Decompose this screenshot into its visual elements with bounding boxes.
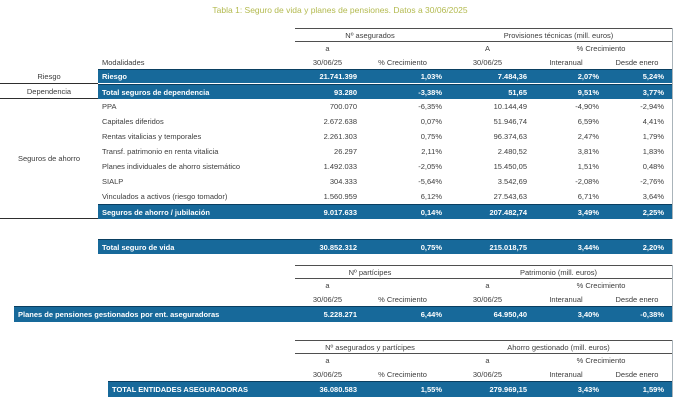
row-label: Planes individuales de ahorro sistemático — [102, 162, 240, 171]
table-row — [0, 159, 673, 174]
cell-value: -3,38% — [418, 87, 442, 97]
cell-value: 9,51% — [577, 87, 599, 97]
cell-value: 1,55% — [420, 385, 442, 394]
cell-value: 6,12% — [420, 192, 442, 201]
header-spacer — [360, 279, 445, 292]
highlight-bar — [98, 239, 672, 254]
header-spacer — [0, 42, 295, 55]
header-spacer — [0, 28, 295, 42]
cell-value: -2,08% — [575, 177, 599, 186]
header-spacer — [0, 354, 295, 367]
category-riesgo: Riesgo — [0, 69, 98, 84]
subheader-pct-crecimiento: % Crecimiento — [576, 281, 626, 290]
category-spacer — [0, 189, 98, 204]
cell-value: 1,83% — [642, 147, 664, 156]
cell-value: 1,03% — [420, 72, 442, 81]
table-row — [0, 129, 673, 144]
header-spacer — [0, 367, 295, 381]
highlight-bar — [108, 381, 672, 397]
cell-value: 2,25% — [642, 207, 664, 217]
entidades-table — [0, 340, 673, 397]
subheader-a1: a — [325, 281, 330, 290]
cell-value: 3.542,69 — [497, 177, 527, 186]
cell-value: -4,90% — [575, 102, 599, 111]
cell-value: 1,51% — [577, 162, 599, 171]
subheader-a2: a — [485, 281, 490, 290]
group-header-patrimonio: Patrimonio (mill. euros) — [445, 265, 672, 279]
row-label: Planes de pensiones gestionados por ent. aseguradoras — [18, 310, 220, 319]
column-header-row — [0, 367, 673, 381]
cell-value: 7.484,36 — [497, 72, 527, 81]
column-header-desde-enero: Desde enero — [615, 369, 659, 379]
cell-value: 96.374,63 — [493, 132, 527, 141]
category-spacer — [0, 306, 14, 322]
cell-value: -2,05% — [418, 162, 442, 171]
highlight-bar — [98, 84, 672, 99]
table-row — [0, 189, 673, 204]
column-header-date2: 30/06/25 — [472, 294, 503, 304]
column-header-interanual: Interanual — [549, 294, 583, 304]
cell-value: 0,48% — [642, 162, 664, 171]
category-seguros-de-ahorro: Seguros de ahorro — [0, 99, 98, 219]
column-header-interanual: Interanual — [549, 57, 583, 67]
header-spacer — [360, 42, 445, 55]
table-row — [0, 114, 673, 129]
cell-value: 2,47% — [577, 132, 599, 141]
cell-value: 30.852.312 — [319, 242, 357, 252]
row-label: Transf. patrimonio en renta vitalicia — [102, 147, 219, 156]
group-header-asegurados: Nº asegurados — [295, 28, 445, 42]
highlight-bar — [98, 69, 672, 84]
subheader-pct-crecimiento: % Crecimiento — [576, 44, 626, 53]
column-header-date1: 30/06/25 — [312, 369, 343, 379]
cell-value: 15.450,05 — [493, 162, 527, 171]
cell-value: -6,35% — [418, 102, 442, 111]
column-header-desde-enero: Desde enero — [615, 294, 659, 304]
cell-value: 1.560.959 — [323, 192, 357, 201]
cell-value: 3,40% — [577, 310, 599, 319]
column-header-date2: 30/06/25 — [472, 57, 503, 67]
group-header-row — [0, 28, 673, 42]
column-header-date1: 30/06/25 — [312, 57, 343, 67]
column-header-pct1: % Crecimiento — [378, 57, 427, 67]
cell-value: 36.080.583 — [319, 385, 357, 394]
group-header-participes: Nº partícipes — [295, 265, 445, 279]
category-spacer — [0, 129, 98, 144]
cell-value: 26.297 — [334, 147, 357, 156]
cell-value: 2,20% — [642, 242, 664, 252]
pensiones-table — [0, 265, 673, 322]
row-label: Total seguro de vida — [102, 242, 175, 252]
cell-value: 1,79% — [642, 132, 664, 141]
cell-value: 3,44% — [577, 242, 599, 252]
row-label: Seguros de ahorro / jubilación — [102, 207, 210, 217]
table-title: Tabla 1: Seguro de vida y planes de pensiones. Datos a 30/06/2025 — [212, 5, 468, 15]
cell-value: 4,41% — [642, 117, 664, 126]
row-label: SIALP — [102, 177, 124, 186]
cell-value: 10.144,49 — [493, 102, 527, 111]
category-spacer — [0, 99, 98, 114]
subheader-pct-crecimiento: % Crecimiento — [576, 356, 626, 365]
subheader-row-a — [0, 354, 673, 367]
column-header-desde-enero: Desde enero — [615, 57, 659, 67]
cell-value: 0,75% — [420, 132, 442, 141]
column-header-date1: 30/06/25 — [312, 294, 343, 304]
subheader-row-a — [0, 279, 673, 292]
cell-value: 3,64% — [642, 192, 664, 201]
cell-value: 93.280 — [334, 87, 357, 97]
column-header-pct1: % Crecimiento — [378, 294, 427, 304]
row-label: Riesgo — [102, 72, 128, 81]
category-spacer — [0, 144, 98, 159]
cell-value: 64.950,40 — [493, 310, 527, 319]
group-header-ahorro-gestionado: Ahorro gestionado (mill. euros) — [445, 340, 672, 354]
column-header-date2: 30/06/25 — [472, 369, 503, 379]
cell-value: 304.333 — [329, 177, 357, 186]
cell-value: 207.482,74 — [489, 207, 527, 217]
table-row-ahorro-subtotal — [0, 204, 673, 219]
subheader-a2: A — [484, 44, 490, 53]
header-spacer — [0, 265, 295, 279]
column-header-row — [0, 292, 673, 306]
table-row-dependencia — [0, 84, 673, 99]
cell-value: 6,44% — [420, 310, 442, 319]
column-header-pct1: % Crecimiento — [378, 369, 427, 379]
cell-value: -2,76% — [640, 177, 664, 186]
category-dependencia: Dependencia — [0, 84, 98, 99]
cell-value: -2,94% — [640, 102, 664, 111]
row-label: Capitales diferidos — [102, 117, 164, 126]
cell-value: 6,59% — [577, 117, 599, 126]
cell-value: 9.017.633 — [323, 207, 357, 217]
table-row — [0, 144, 673, 159]
table-row — [0, 174, 673, 189]
cell-value: 1,59% — [642, 385, 664, 394]
group-header-row — [0, 265, 673, 279]
header-spacer — [0, 340, 295, 354]
header-spacer — [0, 55, 98, 69]
subheader-row-a — [0, 42, 673, 55]
highlight-bar — [14, 306, 672, 322]
table-row-total-entidades — [0, 381, 673, 397]
cell-value: 279.969,15 — [489, 385, 527, 394]
table-row-total-vida — [0, 239, 673, 254]
vida-table — [0, 28, 673, 219]
cell-value: -0,38% — [640, 310, 664, 319]
cell-value: 3,43% — [577, 385, 599, 394]
cell-value: 2.480,52 — [497, 147, 527, 156]
cell-value: 51,65 — [508, 87, 527, 97]
row-label: Total seguros de dependencia — [102, 87, 210, 97]
header-spacer — [0, 292, 295, 306]
subheader-a1: a — [325, 356, 330, 365]
cell-value: 2,11% — [421, 147, 442, 156]
column-header-row — [0, 55, 673, 69]
highlight-bar — [98, 204, 672, 219]
table-row-riesgo — [0, 69, 673, 84]
cell-value: 215.018,75 — [489, 242, 527, 252]
header-spacer — [0, 279, 295, 292]
cell-value: 2.672.638 — [323, 117, 357, 126]
category-spacer — [0, 239, 98, 254]
column-header-interanual: Interanual — [549, 369, 583, 379]
category-spacer — [0, 159, 98, 174]
category-spacer — [0, 174, 98, 189]
row-label: Rentas vitalicias y temporales — [102, 132, 202, 141]
group-header-asegurados-participes: Nº asegurados y partícipes — [295, 340, 445, 354]
category-spacer — [0, 381, 108, 397]
row-label: Vinculados a activos (riesgo tomador) — [102, 192, 228, 201]
row-label: TOTAL ENTIDADES ASEGURADORAS — [112, 385, 248, 394]
cell-value: 21.741.399 — [319, 72, 357, 81]
table-row-planes-pensiones — [0, 306, 673, 322]
subheader-a1: a — [325, 44, 330, 53]
table-row — [0, 99, 673, 114]
cell-value: 27.543,63 — [493, 192, 527, 201]
subheader-a2: a — [485, 356, 490, 365]
group-header-row — [0, 340, 673, 354]
cell-value: 0,07% — [420, 117, 442, 126]
cell-value: 5.228.271 — [323, 310, 357, 319]
cell-value: 700.070 — [329, 102, 357, 111]
cell-value: 2,07% — [577, 72, 599, 81]
cell-value: 0,75% — [420, 242, 442, 252]
cell-value: 3,81% — [577, 147, 599, 156]
total-vida-row — [0, 239, 673, 254]
cell-value: 51.946,74 — [493, 117, 527, 126]
group-header-provisiones: Provisiones técnicas (mill. euros) — [445, 28, 672, 42]
cell-value: 3,49% — [577, 207, 599, 217]
cell-value: 1.492.033 — [323, 162, 357, 171]
category-spacer — [0, 114, 98, 129]
cell-value: 2.261.303 — [323, 132, 357, 141]
cell-value: -5,64% — [418, 177, 442, 186]
column-header-modalidades: Modalidades — [102, 57, 145, 67]
cell-value: 3,77% — [642, 87, 664, 97]
category-spacer — [0, 204, 98, 219]
cell-value: 6,71% — [577, 192, 599, 201]
header-spacer — [360, 354, 445, 367]
cell-value: 0,14% — [420, 207, 442, 217]
row-label: PPA — [102, 102, 117, 111]
cell-value: 5,24% — [642, 72, 664, 81]
